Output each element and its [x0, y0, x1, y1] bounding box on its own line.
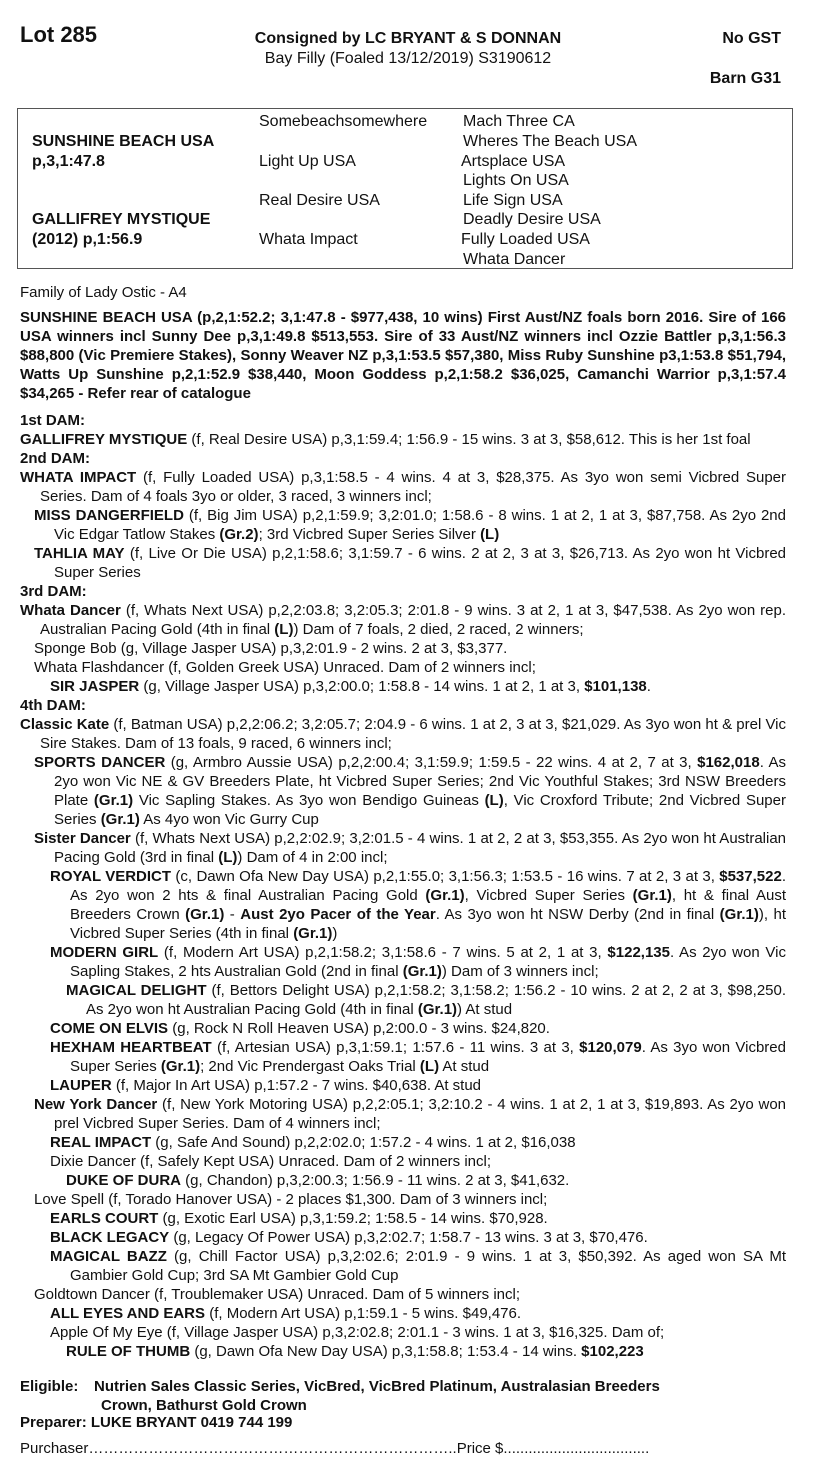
eligible-text: Nutrien Sales Classic Series, VicBred, VicBred Platinum, Australasian Breeders — [94, 1378, 660, 1395]
ancestor-6: Deadly Desire USA — [463, 211, 601, 228]
progeny-text: (f, Artesian USA) p,3,1:59.1; 1:57.6 - 11 wins. 3 at 3, — [211, 1039, 580, 1056]
stake-money: $101,138 — [584, 678, 647, 695]
catalogue-body — [20, 308, 786, 1361]
progeny-text: (f, Bettors Delight USA) p,2,1:58.2; 3,1:58.2; 1:56.2 - 10 wins. 2 at 2, 2 at 3, $98,250. As 2yo won ht Australian Pacing Gold (4th in final — [86, 982, 787, 1018]
progeny-text: (f, Modern Art USA) p,1:59.1 - 5 wins. $49,476. — [205, 1305, 522, 1322]
race-grade: (L) — [419, 1058, 440, 1075]
progeny-name: TAHLIA MAY — [34, 545, 125, 562]
dam2-entry — [20, 468, 786, 506]
progeny-entry: Whata Flashdancer (f, Golden Greek USA) Unraced. Dam of 2 winners incl; — [34, 659, 536, 676]
progeny-text: (g, Exotic Earl USA) p,3,1:59.2; 1:58.5 - 14 wins. $70,928. — [158, 1210, 548, 1227]
progeny-name: BLACK LEGACY — [50, 1229, 170, 1246]
dam4-name: Classic Kate — [20, 716, 110, 733]
dam2-text: (f, Fully Loaded USA) p,3,1:58.5 - 4 wins. 4 at 3, $28,375. As 3yo won semi Vicbred Super Series. Dam of 4 foals 3yo or older, 3 raced, 3 winners incl; — [40, 469, 786, 505]
dam1-heading: 1st DAM: — [20, 412, 86, 429]
ancestor-2: Wheres The Beach USA — [463, 133, 638, 150]
progeny-name: COME ON ELVIS — [50, 1020, 169, 1037]
progeny-text: (g, Rock N Roll Heaven USA) p,2:00.0 - 3 wins. $24,820. — [168, 1020, 550, 1037]
dam3-text: (f, Whats Next USA) p,2,2:03.8; 3,2:05.3; 2:01.8 - 9 wins. 3 at 2, 1 at 3, $47,538. As 2yo won rep. Australian Pacing Gold (4th in final — [40, 602, 786, 638]
progeny-name: SIR JASPER — [50, 678, 140, 695]
progeny-entry — [20, 867, 786, 943]
progeny-text: ; 3rd Vicbred Super Series Silver — [258, 526, 481, 543]
family-line: Family of Lady Ostic - A4 — [20, 284, 187, 301]
race-grade: (Gr.1) — [425, 887, 465, 904]
ancestor-5: Life Sign USA — [463, 192, 563, 209]
progeny-text: As 4yo won Vic Gurry Cup — [139, 811, 319, 828]
race-grade: (L) — [274, 621, 294, 638]
ancestor-4: Lights On USA — [463, 172, 569, 189]
stake-money: $162,018 — [697, 754, 760, 771]
progeny-text: (g, Armbro Aussie USA) p,2,2:00.4; 3,1:59.9; 1:59.5 - 22 wins. 4 at 2, 7 at 3, — [165, 754, 698, 771]
eligible-text-cont: Crown, Bathurst Gold Crown — [101, 1397, 307, 1414]
progeny-text: (g, Dawn Ofa New Day USA) p,3,1:58.8; 1:53.4 - 14 wins. — [190, 1343, 582, 1360]
consignor: Consigned by LC BRYANT & S DONNAN — [254, 30, 562, 47]
horse-description: Bay Filly (Foaled 13/12/2019) S3190612 — [264, 50, 552, 67]
dam3-name: Whata Dancer — [20, 602, 121, 619]
pedigree-table — [17, 108, 793, 269]
dam1-name: GALLIFREY MYSTIQUE — [20, 431, 188, 448]
progeny-name: LAUPER — [50, 1077, 112, 1094]
race-grade: (Gr.1) — [402, 963, 442, 980]
progeny-text: ) Dam of 4 in 2:00 incl; — [237, 849, 388, 866]
dam4-entry — [20, 715, 786, 753]
dam2-name: WHATA IMPACT — [20, 469, 137, 486]
dam4-text: (f, Batman USA) p,2,2:06.2; 3,2:05.7; 2:04.9 - 6 wins. 1 at 2, 3 at 3, $21,029. As 3yo won ht & prel Vic Sire Stakes. Dam of 13 foals, 9 raced, 6 winners incl; — [40, 716, 787, 752]
progeny-text: ) At stud — [457, 1001, 513, 1018]
race-grade: (L) — [218, 849, 238, 866]
sire-record: p,3,1:47.8 — [32, 153, 105, 170]
eligible-label: Eligible: — [20, 1378, 79, 1395]
progeny-text: (f, New York Motoring USA) p,2,2:05.1; 3,2:10.2 - 4 wins. 1 at 2, 1 at 3, $19,893. As 2yo won prel Vicbred Super Series. Dam of 4 winners incl; — [54, 1096, 787, 1132]
progeny-entry — [20, 1209, 786, 1228]
stake-money: $122,135 — [607, 944, 670, 961]
lot-number: Lot 285 — [20, 22, 98, 47]
dam-name: GALLIFREY MYSTIQUE — [32, 211, 211, 228]
progeny-name: EARLS COURT — [50, 1210, 159, 1227]
progeny-name: ROYAL VERDICT — [50, 868, 172, 885]
ancestor-1: Mach Three CA — [463, 113, 575, 130]
progeny-name: Sister Dancer — [34, 830, 131, 847]
progeny-text: (f, Whats Next USA) p,2,2:02.9; 3,2:01.5 - 4 wins. 1 at 2, 2 at 3, $53,355. As 2yo won ht Australian Pacing Gold (3rd in final — [54, 830, 787, 866]
progeny-name: ALL EYES AND EARS — [50, 1305, 206, 1322]
dam-dam: Whata Impact — [259, 231, 358, 248]
progeny-text: , ht & final Aust Breeders Crown — [70, 887, 786, 923]
progeny-text: - — [224, 906, 241, 923]
race-grade: (Gr.1) — [160, 1058, 201, 1075]
progeny-text: (f, Major In Art USA) p,1:57.2 - 7 wins. $40,638. At stud — [111, 1077, 482, 1094]
progeny-entry — [20, 943, 786, 981]
dam-record: (2012) p,1:56.9 — [32, 231, 143, 248]
eligibility — [20, 1377, 786, 1415]
progeny-entry: Love Spell (f, Torado Hanover USA) - 2 places $1,300. Dam of 3 winners incl; — [34, 1191, 548, 1208]
ancestor-8: Whata Dancer — [463, 251, 566, 268]
progeny-entry: Sponge Bob (g, Village Jasper USA) p,3,2:01.9 - 2 wins. 2 at 3, $3,377. — [34, 640, 508, 657]
race-grade: (Gr.2) — [219, 526, 259, 543]
progeny-entry — [20, 544, 786, 582]
dam1-entry — [20, 430, 786, 449]
stake-money: $120,079 — [579, 1039, 642, 1056]
progeny-name: SPORTS DANCER — [34, 754, 166, 771]
progeny-entry — [20, 1304, 786, 1323]
progeny-text: At stud — [439, 1058, 490, 1075]
progeny-entry — [20, 753, 786, 829]
gst-status: No GST — [722, 30, 781, 47]
race-grade: (L) — [484, 792, 504, 809]
progeny-text: (g, Village Jasper USA) p,3,2:00.0; 1:58.8 - 14 wins. 1 at 2, 1 at 3, — [139, 678, 585, 695]
sire-notes: SUNSHINE BEACH USA (p,2,1:52.2; 3,1:47.8 - $977,438, 10 wins) First Aust/NZ foals born 2016. Sire of 166 USA winners incl Sunny Dee p,3,1:49.8 $513,553. Sire of 33 Aust/NZ winners incl Ozzie Battler p,3,1:56.3 $88,800 (Vic Premiere Stakes), Sonny Weaver NZ p,3,1:53.5 $57,380, Miss Ruby Sunshine p3,1:53.8 $51,794, Watts Up Sunshine p,2,1:52.9 $38,440, Moon Goddess p,2,1:58.2 $36,025, Camanchi Warrior p,3,1:57.4 $34,265 - Refer rear of catalogue — [20, 309, 786, 402]
progeny-text: ) — [332, 925, 338, 942]
progeny-entry — [20, 677, 786, 696]
stake-money: $537,522 — [719, 868, 782, 885]
progeny-entry — [20, 981, 786, 1019]
progeny-name: MISS DANGERFIELD — [34, 507, 184, 524]
race-grade: (Gr.1) — [719, 906, 759, 923]
ancestor-3: Artsplace USA — [461, 153, 566, 170]
stake-money: $102,223 — [581, 1343, 644, 1360]
dam2-heading: 2nd DAM: — [20, 450, 90, 467]
progeny-text: ), ht Vicbred Super Series (4th in final — [70, 906, 786, 942]
progeny-text: (g, Safe And Sound) p,2,2:02.0; 1:57.2 - 4 wins. 1 at 2, $16,038 — [151, 1134, 576, 1151]
dam4-heading: 4th DAM: — [20, 697, 86, 714]
race-grade: (Gr.1) — [632, 887, 672, 904]
progeny-entry — [20, 1133, 786, 1152]
progeny-text: (f, Big Jim USA) p,2,1:59.9; 3,2:01.0; 1:58.6 - 8 wins. 1 at 2, 1 at 3, $87,758. As 2yo 2nd Vic Edgar Tatlow Stakes — [54, 507, 786, 543]
barn-location: Barn G31 — [709, 70, 781, 87]
sire-name: SUNSHINE BEACH USA — [32, 133, 215, 150]
progeny-text: (g, Chandon) p,3,2:00.3; 1:56.9 - 11 wins. 2 at 3, $41,632. — [181, 1172, 570, 1189]
progeny-entry — [20, 1171, 786, 1190]
race-grade: (Gr.1) — [93, 792, 134, 809]
award: Aust 2yo Pacer of the Year — [240, 906, 436, 923]
progeny-text: (f, Live Or Die USA) p,2,1:58.6; 3,1:59.7 - 6 wins. 2 at 2, 3 at 3, $26,713. As 2yo won ht Vicbred Super Series — [54, 545, 786, 581]
dam-sire: Real Desire USA — [259, 192, 380, 209]
progeny-text: . As 3yo won ht NSW Derby (2nd in final — [435, 906, 720, 923]
progeny-name: REAL IMPACT — [50, 1134, 152, 1151]
progeny-text: . As 3yo won Vicbred Super Series — [70, 1039, 786, 1075]
race-grade: (Gr.1) — [293, 925, 333, 942]
eligibility-line — [20, 1377, 786, 1396]
progeny-entry: Dixie Dancer (f, Safely Kept USA) Unraced. Dam of 2 winners incl; — [50, 1153, 491, 1170]
progeny-entry — [20, 1342, 786, 1361]
race-grade: (L) — [480, 526, 500, 543]
progeny-text: Vic Sapling Stakes. As 3yo won Bendigo Guineas — [133, 792, 485, 809]
progeny-text: (g, Legacy Of Power USA) p,3,2:02.7; 1:58.7 - 13 wins. 3 at 3, $70,476. — [169, 1229, 648, 1246]
progeny-text: . As 2yo won 2 hts & final Australian Pacing Gold — [70, 868, 786, 904]
progeny-name: RULE OF THUMB — [66, 1343, 191, 1360]
progeny-text: , Vic Croxford Tribute; 2nd Vicbred Super Series — [54, 792, 786, 828]
dam3-text: ) Dam of 7 foals, 2 died, 2 raced, 2 winners; — [293, 621, 584, 638]
progeny-name: DUKE OF DURA — [66, 1172, 181, 1189]
progeny-text: ) Dam of 3 winners incl; — [441, 963, 599, 980]
progeny-entry — [20, 1019, 786, 1038]
dam3-entry — [20, 601, 786, 639]
progeny-entry: Goldtown Dancer (f, Troublemaker USA) Unraced. Dam of 5 winners incl; — [34, 1286, 521, 1303]
race-grade: (Gr.1) — [185, 906, 225, 923]
progeny-text: , Vicbred Super Series — [464, 887, 633, 904]
progeny-name: MAGICAL DELIGHT — [66, 982, 207, 999]
progeny-text: ; 2nd Vic Prendergast Oaks Trial — [200, 1058, 420, 1075]
progeny-entry — [20, 1095, 786, 1133]
progeny-name: HEXHAM HEARTBEAT — [50, 1039, 212, 1056]
purchaser-price-line: Purchaser………………………………………………………………..Price $................................... — [20, 1440, 650, 1457]
preparer: Preparer: LUKE BRYANT 0419 744 199 — [20, 1414, 293, 1431]
progeny-entry: Apple Of My Eye (f, Village Jasper USA) p,3,2:02.8; 2:01.1 - 3 wins. 1 at 3, $16,325. Dam of; — [50, 1324, 665, 1341]
progeny-text: . — [646, 678, 651, 695]
progeny-name: MODERN GIRL — [50, 944, 159, 961]
progeny-entry — [20, 506, 786, 544]
progeny-text: . As 2yo won Vic NE & GV Breeders Plate, ht Vicbred Super Series; 2nd Vic Youthful Stakes; 3rd NSW Breeders Plate — [54, 754, 786, 809]
progeny-text: (f, Modern Art USA) p,2,1:58.2; 3,1:58.6 - 7 wins. 5 at 2, 1 at 3, — [158, 944, 608, 961]
progeny-entry — [20, 829, 786, 867]
progeny-text: (g, Chill Factor USA) p,3,2:02.6; 2:01.9 - 9 wins. 1 at 3, $50,392. As aged won SA Mt Gambier Gold Cup; 3rd SA Mt Gambier Gold Cup — [70, 1248, 786, 1284]
progeny-name: MAGICAL BAZZ — [50, 1248, 167, 1265]
progeny-entry — [20, 1228, 786, 1247]
sire-dam: Light Up USA — [259, 153, 356, 170]
race-grade: (Gr.1) — [100, 811, 140, 828]
progeny-text: . As 2yo won Vic Sapling Stakes, 2 hts Australian Gold (2nd in final — [70, 944, 786, 980]
progeny-text: (c, Dawn Ofa New Day USA) p,2,1:55.0; 3,1:56.3; 1:53.5 - 16 wins. 7 at 2, 3 at 3, — [171, 868, 720, 885]
progeny-entry — [20, 1076, 786, 1095]
sire-sire: Somebeachsomewhere — [259, 113, 428, 130]
progeny-name: New York Dancer — [34, 1096, 158, 1113]
race-grade: (Gr.1) — [417, 1001, 458, 1018]
progeny-entry — [20, 1247, 786, 1285]
progeny-entry — [20, 1038, 786, 1076]
ancestor-7: Fully Loaded USA — [461, 231, 590, 248]
dam3-heading: 3rd DAM: — [20, 583, 87, 600]
dam1-text: (f, Real Desire USA) p,3,1:59.4; 1:56.9 - 15 wins. 3 at 3, $58,612. This is her 1st foal — [187, 431, 751, 448]
